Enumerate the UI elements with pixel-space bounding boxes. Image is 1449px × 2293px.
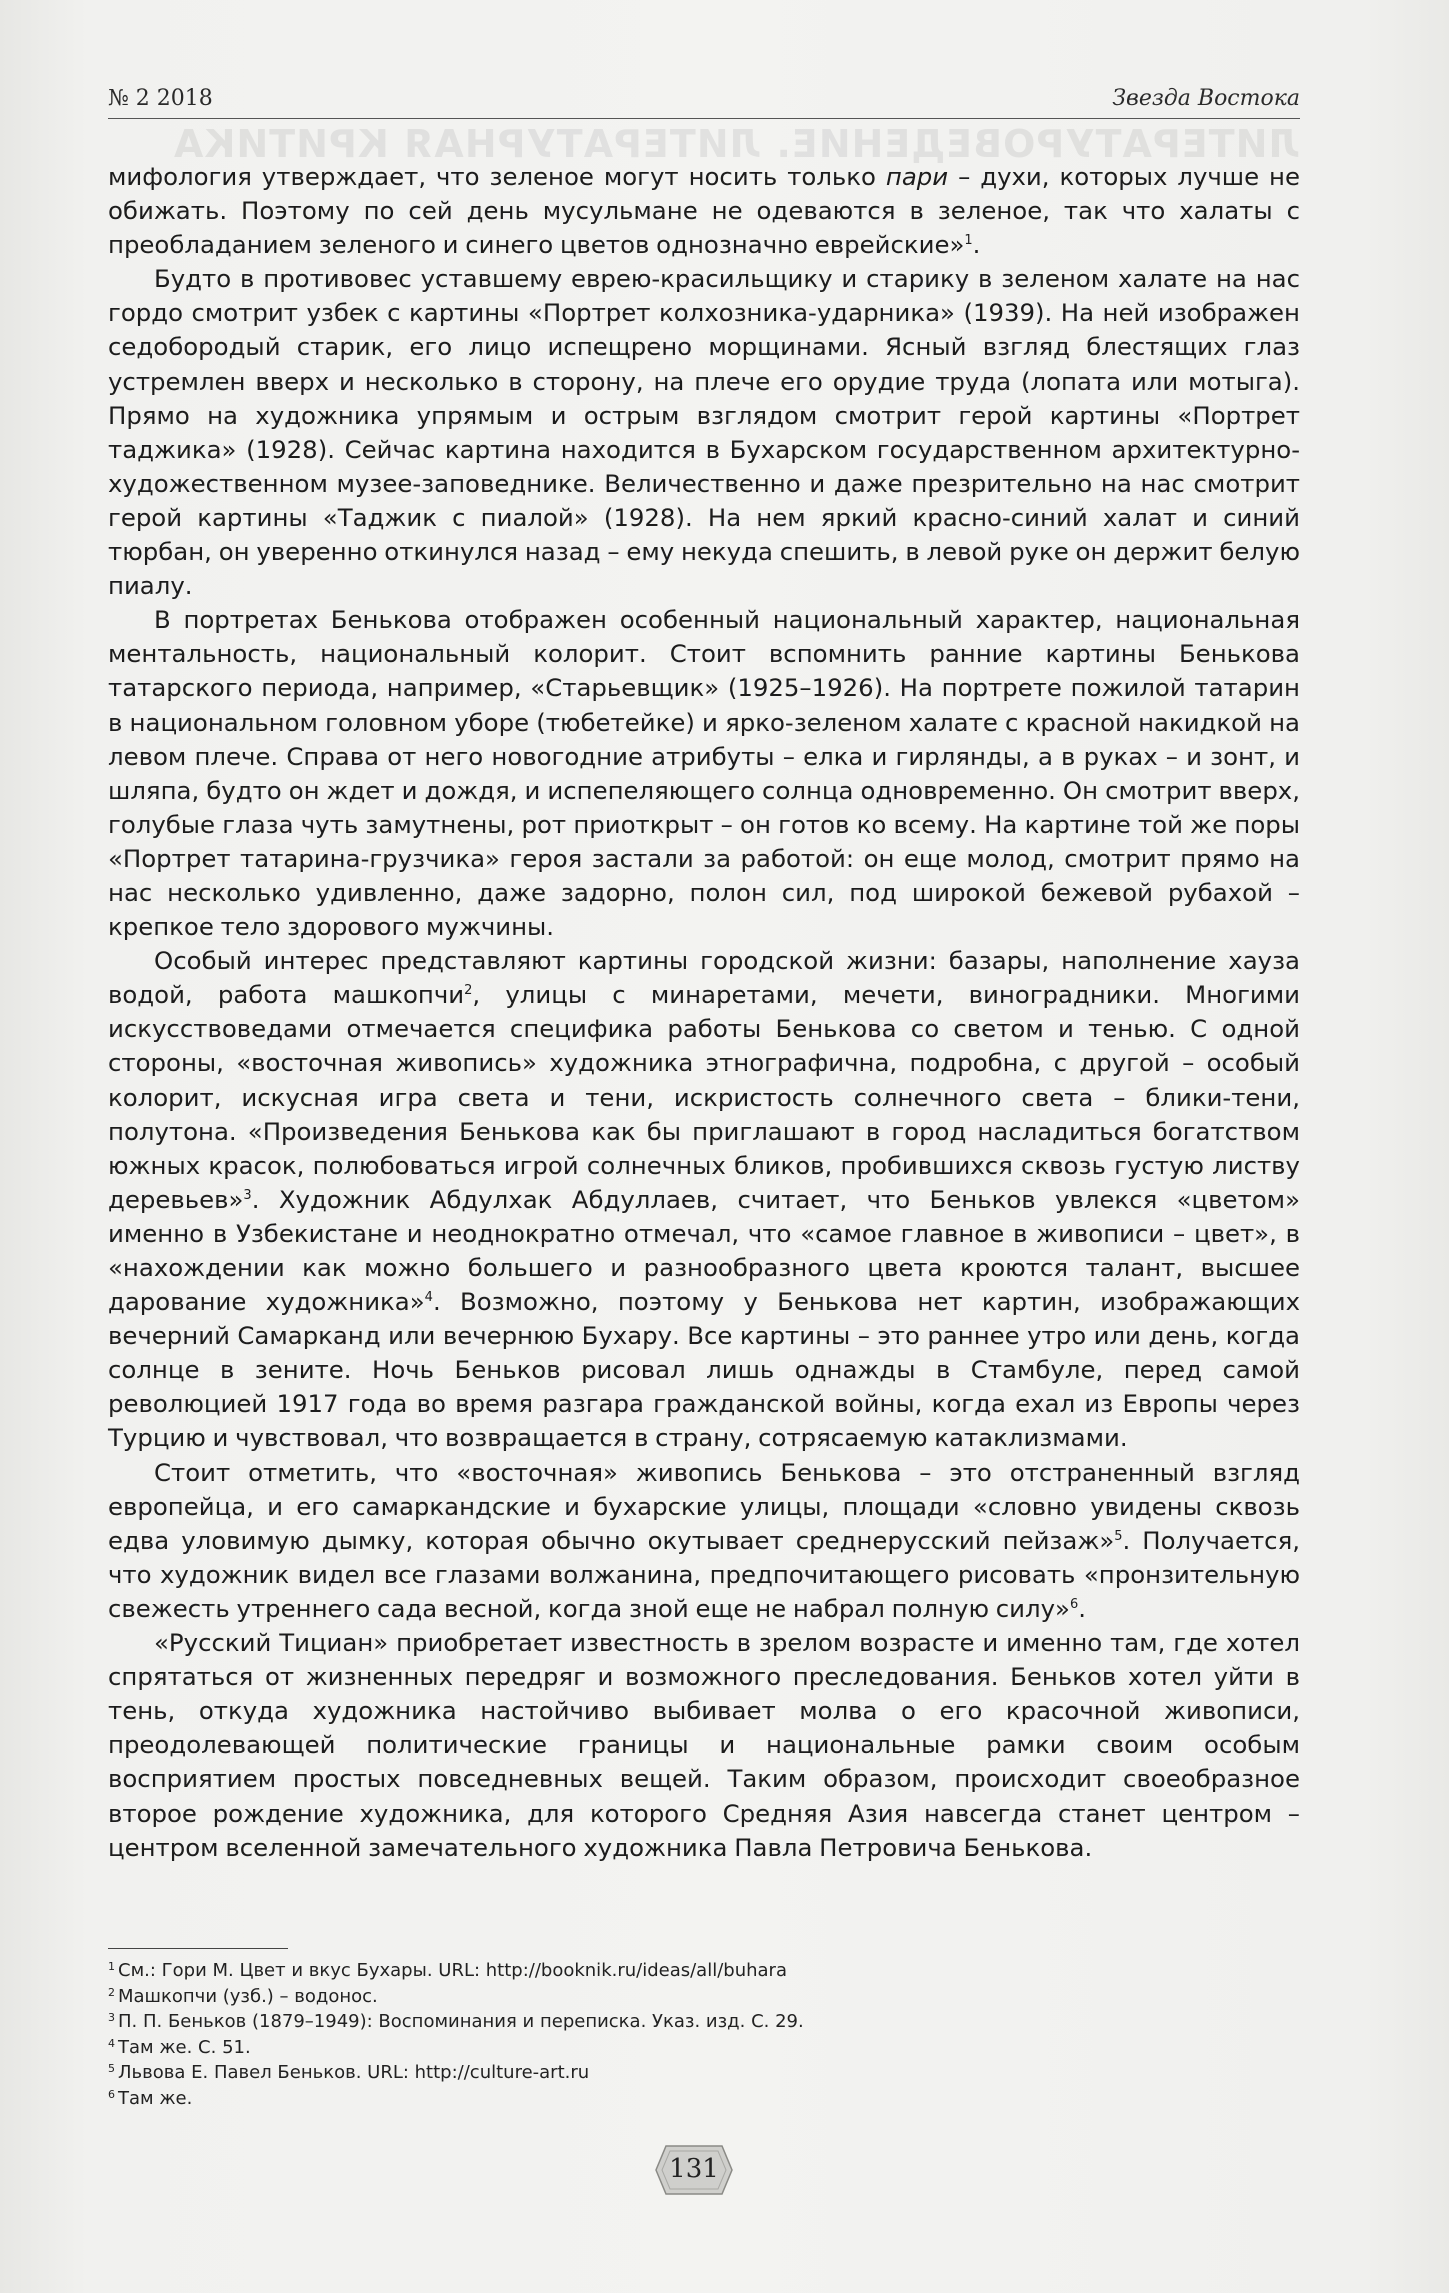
emphasis-word: пари: [885, 162, 949, 191]
footnote-ref: 1: [964, 233, 973, 249]
footnote-ref: 5: [1114, 1528, 1123, 1544]
paragraph: Стоит отметить, что «восточная» живопись Бенькова – это отстраненный взгляд европейца, и его самаркандские и бухарские улицы, площади «словно увидены сквозь едва уловимую дымку, которая обычно окутывает среднерусский пейзаж»$^5$. Получается, что художник видел все глазами волжанина, предпочитающего рисовать «пронзительную свежесть утреннего сада весной, когда зной еще не набрал полную силу»$^6$.: [108, 1457, 1300, 1623]
footnote-ref: 3: [243, 1187, 252, 1203]
footnote-rule: [108, 1948, 288, 1949]
footnote: $^4$ Там же. С. 51.: [108, 2036, 251, 2058]
footnote-ref: 6: [1069, 1596, 1079, 1612]
footnote: $^3$ П. П. Беньков (1879–1949): Воспоминания и переписка. Указ. изд. С. 29.: [108, 2011, 804, 2032]
paragraph: Особый интерес представляют картины городской жизни: базары, наполнение хауза водой, работа машкопчи$^2$, улицы с минаретами, мечети, виноградники. Многими искусствоведами отмечается специфика работы Бенькова со светом и тенью. С одной стороны, «восточная живопись» художника этнографична, подробна, с другой – особый колорит, искусная игра света и тени, искристость солнечного света – блики-тени, полутона. «Произведения Бенькова как бы приглашают в город насладиться богатством южных красок, полюбоваться игрой солнечных бликов, пробившихся сквозь густую листву деревьев»$^3$. Художник Абдулхак Абдуллаев, считает, что Беньков увлекся «цветом» именно в Узбекистане и неоднократно отмечал, что «самое главное в живописи – цвет», в «нахождении как можно большего и разнообразного цвета кроются талант, высшее дарование художника»$^4$. Возможно, поэтому у Бенькова нет картин, изображающих вечерний Самарканд или вечернюю Бухару. Все картины – это раннее утро или день, когда солнце в зените. Ночь Беньков рисовал лишь однажды в Стамбуле, перед самой революцией 1917 года во время разгара гражданской войны, когда ехал из Европы через Турцию и чувствовал, что возвращается в страну, сотрясаемую катаклизмами.: [108, 946, 1301, 1453]
footnote-ref: 4: [424, 1290, 433, 1306]
paragraph: мифология утверждает, что зеленое могут носить только пари – духи, которых лучше не обижать. Поэтому по сей день мусульмане не одеваются в зеленое, так что халаты с преобладанием зеленого и синего цветов однозначно еврейские»$^1$.: [108, 162, 1301, 260]
footnote: $^1$ См.: Гори М. Цвет и вкус Бухары. URL: http://booknik.ru/ideas/all/buhara: [108, 1960, 787, 1981]
footnote-ref: 2: [464, 983, 473, 999]
show-through-from-reverse-page: ЛИТЕРАТУРОВЕДЕНИЕ. ЛИТЕРАТУРНАЯ КРИТИКА: [172, 122, 1300, 166]
page-number-badge: [652, 2142, 736, 2198]
issue-number: № 2 2018: [108, 86, 213, 111]
footnote: $^6$ Там же.: [108, 2087, 193, 2109]
footnote: $^2$ Машкопчи (узб.) – водонос.: [108, 1985, 378, 2007]
page-number: 131: [669, 2154, 719, 2184]
header-rule: [108, 118, 1300, 119]
paragraph: В портретах Бенькова отображен особенный национальный характер, национальная ментальность, национальный колорит. Стоит вспомнить ранние картины Бенькова татарского периода, например, «Старьевщик» (1925–1926). На портрете пожилой татарин в национальном головном уборе (тюбетейке) и ярко-зеленом халате с красной накидкой на левом плече. Справа от него новогодние атрибуты – елка и гирлянды, а в руках – и зонт, и шляпа, будто он ждет и дождя, и испепеляющего солнца одновременно. Он смотрит вверх, голубые глаза чуть замутнены, рот приоткрыт – он готов ко всему. На картине той же поры «Портрет татарина-грузчика» героя застали за работой: он еще молод, смотрит прямо на нас несколько удивленно, даже задорно, полон сил, под широкой бежевой рубахой – крепкое тело здорового мужчины.: [108, 605, 1300, 942]
running-head: [108, 86, 1300, 116]
footnotes: [108, 1958, 1208, 2111]
paragraph: «Русский Тициан» приобретает известность в зрелом возрасте и именно там, где хотел спрятаться от жизненных передряг и возможного преследования. Беньков хотел уйти в тень, откуда художника настойчиво выбивает молва о его красочной живописи, преодолевающей политические границы и национальные рамки своим особым восприятием простых повседневных вещей. Таким образом, происходит своеобразное второе рождение художника, для которого Средняя Азия навсегда станет центром – центром вселенной замечательного художника Павла Петровича Бенькова.: [108, 1628, 1300, 1862]
paragraph: Будто в противовес уставшему еврею-красильщику и старику в зеленом халате на нас гордо смотрит узбек с картины «Портрет колхозника-ударника» (1939). На ней изображен седобородый старик, его лицо испещрено морщинами. Ясный взгляд блестящих глаз устремлен вверх и несколько в сторону, на плече его орудие труда (лопата или мотыга). Прямо на художника упрямым и острым взглядом смотрит герой картины «Портрет таджика» (1928). Сейчас картина находится в Бухарском государственном архитектурно-художественном музее-заповеднике. Величественно и даже презрительно на нас смотрит герой картины «Таджик с пиалой» (1928). На нем яркий красно-синий халат и синий тюрбан, он уверенно откинулся назад – ему некуда спешить, в левой руке он держит белую пиалу.: [108, 264, 1300, 601]
footnote: $^5$ Львова Е. Павел Беньков. URL: http://culture-art.ru: [108, 2062, 590, 2083]
journal-title: Звезда Востока: [1112, 86, 1300, 111]
article-body: [108, 160, 1300, 1865]
